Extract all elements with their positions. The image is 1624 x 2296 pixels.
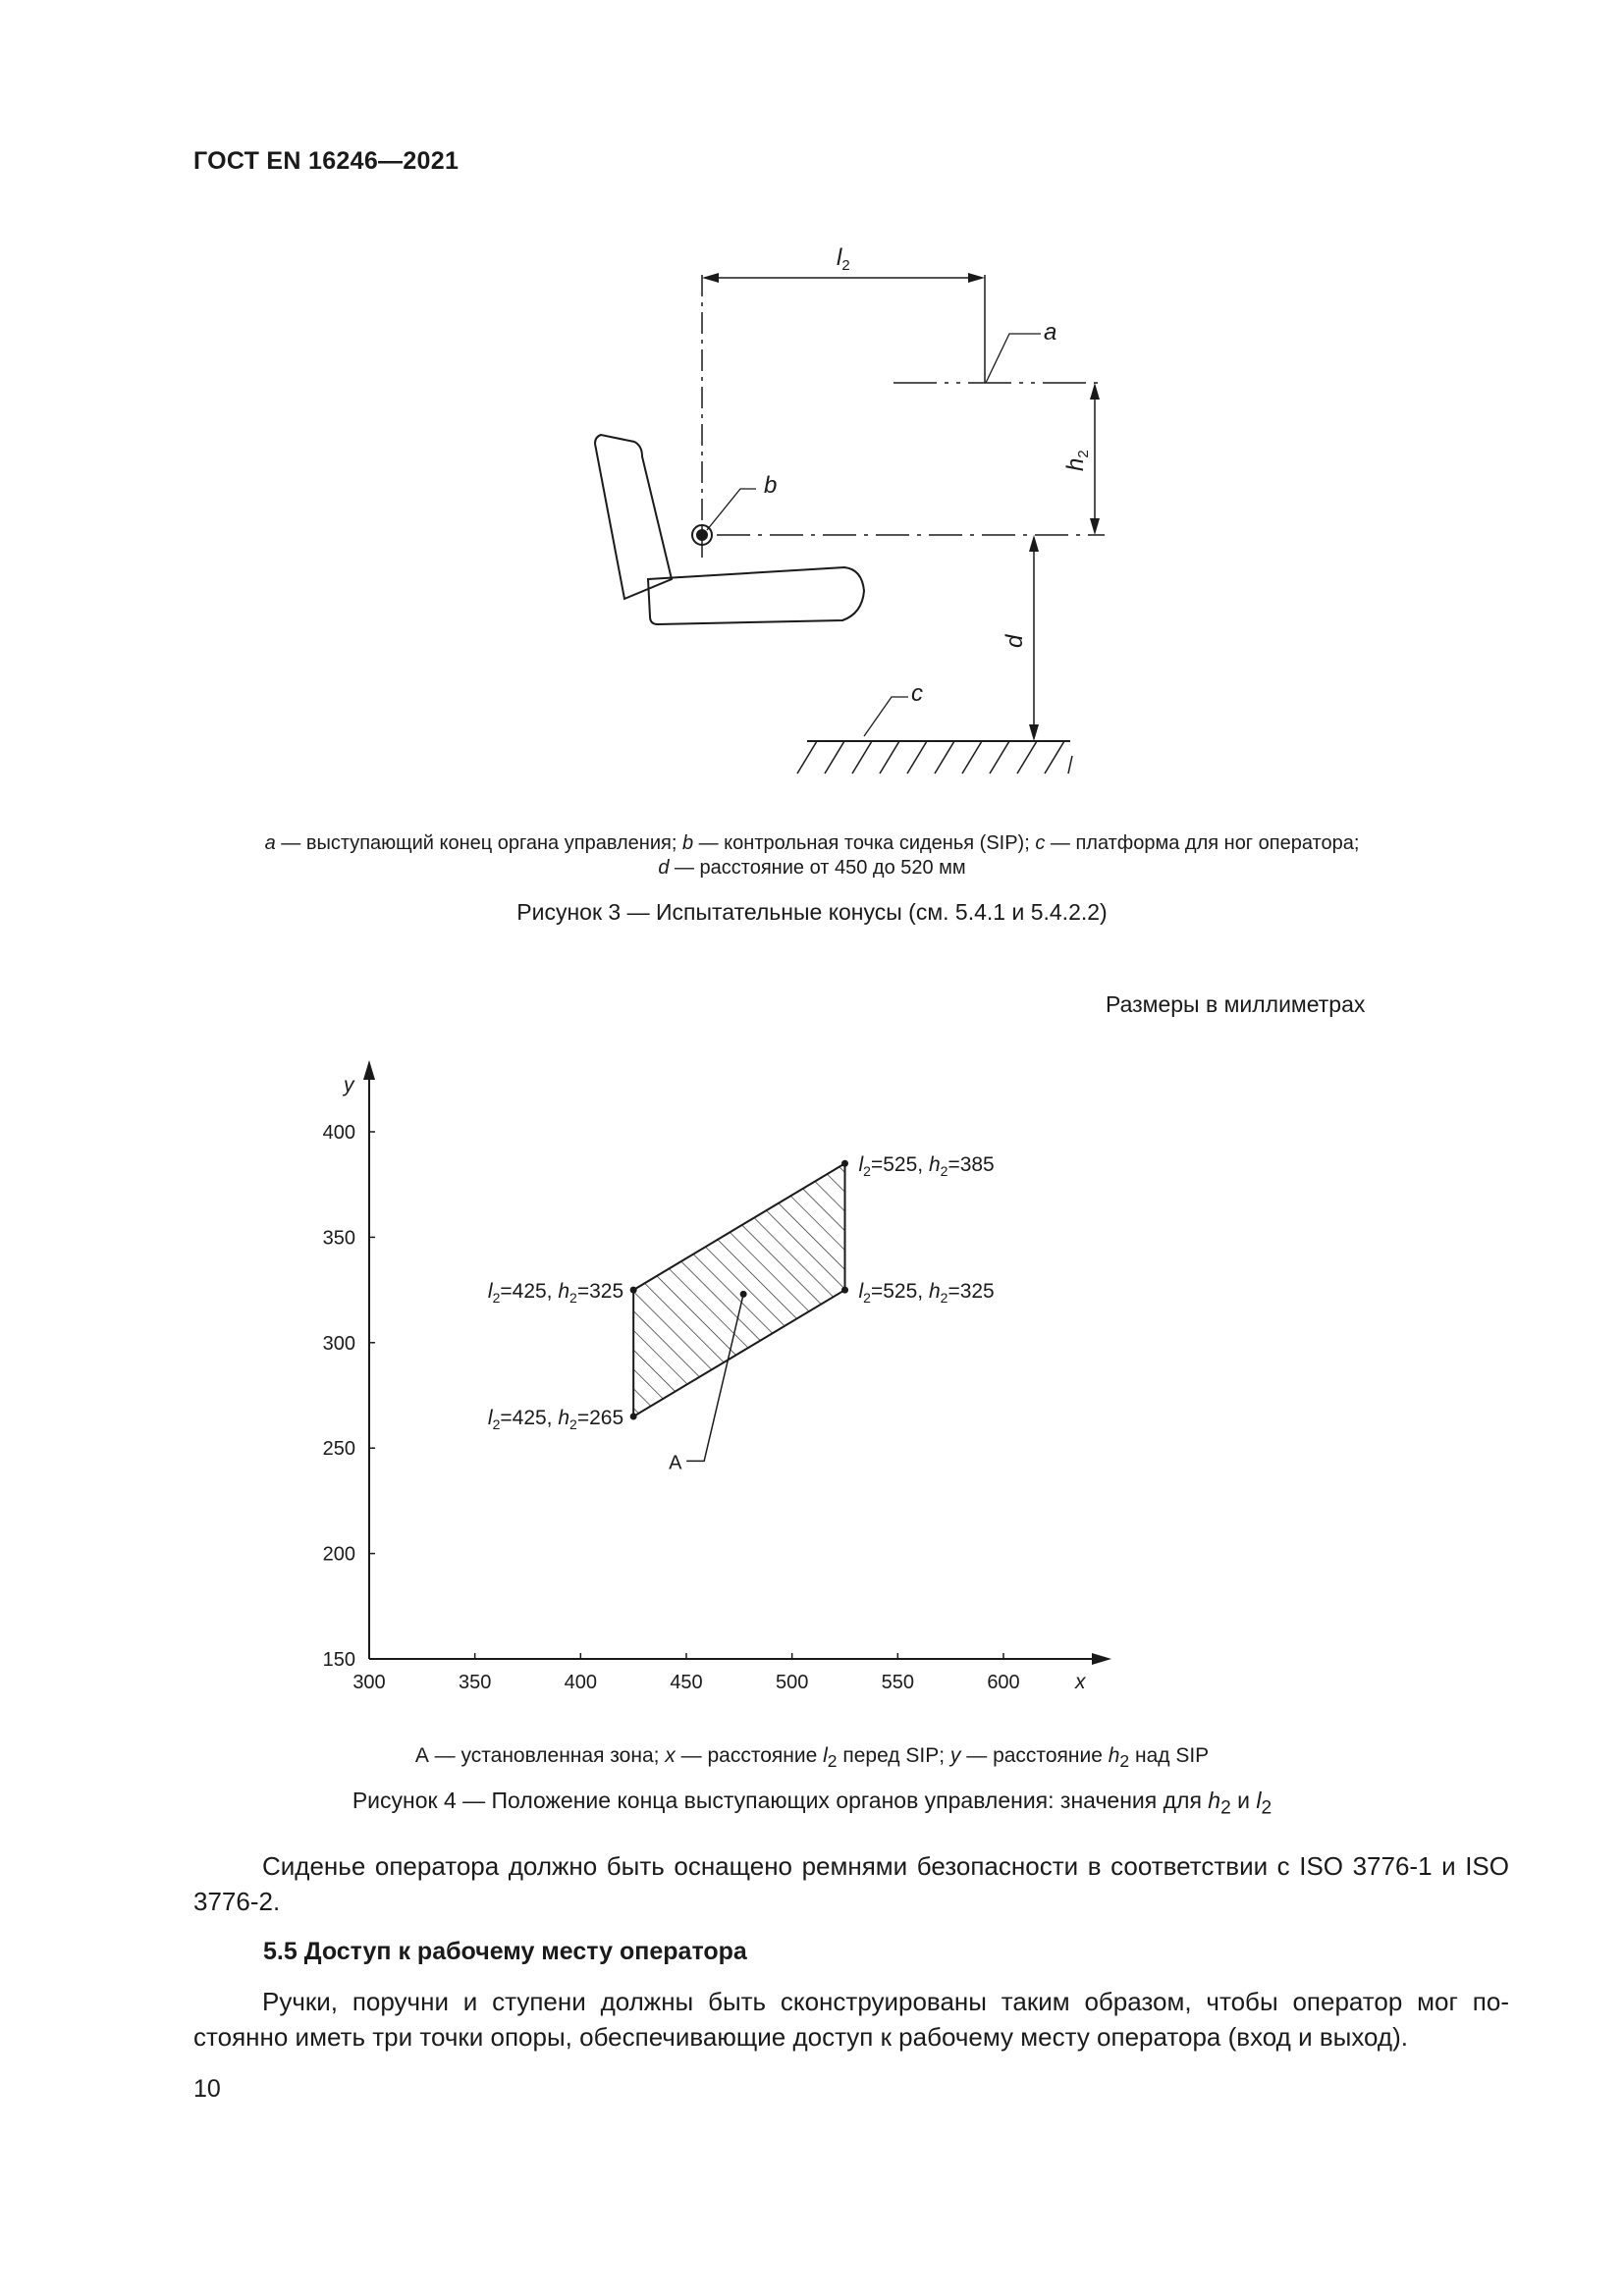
legend-text-b: — контрольная точка сиденья (SIP); xyxy=(693,832,1036,854)
corner-point xyxy=(630,1413,637,1419)
y-tick-label: 250 xyxy=(322,1438,355,1461)
legend-key-d: d xyxy=(658,857,670,879)
corner-point xyxy=(841,1287,848,1294)
figure-3-legend-line-1 xyxy=(196,831,1428,856)
seat-backrest-outline xyxy=(595,435,672,599)
x-axis-arrow xyxy=(1092,1653,1111,1665)
corner-point-label: $l_2=525$, $h_2=325$ xyxy=(858,1280,995,1307)
figure-3-legend xyxy=(196,831,1428,881)
x-axis-label: x xyxy=(1075,1671,1086,1693)
label-l2: $l_2$ xyxy=(837,244,850,274)
x-tick-label: 450 xyxy=(670,1672,703,1693)
y-tick-label: 150 xyxy=(322,1649,355,1671)
figure-3-caption: Рисунок 3 — Испытательные конусы (см. 5.4.1 и 5.4.2.2) xyxy=(516,899,1108,925)
x-tick-label: 300 xyxy=(352,1672,386,1693)
zone-label: A xyxy=(669,1452,682,1474)
leader-c xyxy=(864,697,908,736)
y-axis-arrow xyxy=(363,1060,375,1080)
corner-point-label: $l_2=425$, $h_2=325$ xyxy=(487,1280,624,1307)
paragraph-seat-belts: Сиденье оператора должно быть оснащено ремнями безопасности в соответствии с ISO 3776-1 и ISO 3776-2. xyxy=(193,1851,1509,1916)
figure-4-chart xyxy=(295,1050,1178,1708)
x-tick-label: 400 xyxy=(564,1672,598,1693)
label-h2: $h_2$ xyxy=(1062,450,1092,471)
label-a: a xyxy=(1044,319,1057,346)
leader-a xyxy=(986,334,1041,383)
legend-key-b: b xyxy=(681,832,694,854)
legend-text-a: — выступающий конец органа управления; xyxy=(275,832,682,854)
y-tick-label: 400 xyxy=(322,1122,355,1144)
legend-key-c: c xyxy=(1035,832,1046,854)
document-header: ГОСТ EN 16246—2021 xyxy=(193,147,460,175)
y-axis-label: y xyxy=(344,1074,354,1096)
y-tick-label: 350 xyxy=(322,1227,355,1250)
chart-zone xyxy=(633,1163,844,1461)
seat-backrest xyxy=(589,437,623,550)
seat-cushion xyxy=(648,567,864,624)
chart-axes xyxy=(363,1060,1111,1665)
legend-key-a: a xyxy=(264,832,276,854)
section-heading: 5.5 Доступ к рабочему месту оператора xyxy=(263,1938,747,1965)
corner-point-label: $l_2=525$, $h_2=385$ xyxy=(858,1153,995,1180)
page-number: 10 xyxy=(193,2075,221,2103)
legend-text-d: — расстояние от 450 до 520 мм xyxy=(669,857,966,879)
figure-4-legend: А — установленная зона; x — расстояние $l_2$ перед SIP; y — расстояние $h_2$ над SIP xyxy=(414,1744,1210,1772)
legend-y-var: y xyxy=(949,1744,961,1767)
figure-3-diagram xyxy=(550,236,1139,785)
label-d: d xyxy=(1001,634,1028,648)
corner-point xyxy=(630,1287,637,1294)
leader-b xyxy=(707,489,756,530)
dimensions-note: Размеры в миллиметрах xyxy=(1106,991,1366,1017)
label-b: b xyxy=(764,472,778,499)
zone-area xyxy=(633,1163,844,1416)
paragraph-access: Ручки, поручни и ступени должны быть сконструированы таким образом, чтобы оператор мог по-стоянно иметь три точки опоры, обеспечивающие доступ к рабочему месту оператора (вход и выход). xyxy=(193,1987,1509,2052)
corner-point xyxy=(841,1160,848,1167)
legend-text-c: — платформа для ног оператора; xyxy=(1045,832,1360,854)
legend-x-var: x xyxy=(665,1744,676,1767)
label-c: c xyxy=(911,680,923,707)
corner-point-label: $l_2=425$, $h_2=265$ xyxy=(487,1406,624,1432)
x-tick-label: 350 xyxy=(458,1672,492,1693)
legend-zone: А — установленная зона; xyxy=(414,1744,666,1767)
figure-4-caption: Рисунок 4 — Положение конца выступающих органов управления: значения для $h_2$ и $l_2$ xyxy=(352,1788,1272,1819)
chart-ticks xyxy=(323,1122,1020,1693)
floor-hatching xyxy=(797,741,1072,774)
y-tick-label: 200 xyxy=(322,1543,355,1566)
x-tick-label: 600 xyxy=(987,1672,1020,1693)
x-tick-label: 550 xyxy=(881,1672,915,1693)
figure-3-legend-line-2 xyxy=(196,856,1428,881)
x-tick-label: 500 xyxy=(775,1672,809,1693)
y-tick-label: 300 xyxy=(322,1332,355,1355)
